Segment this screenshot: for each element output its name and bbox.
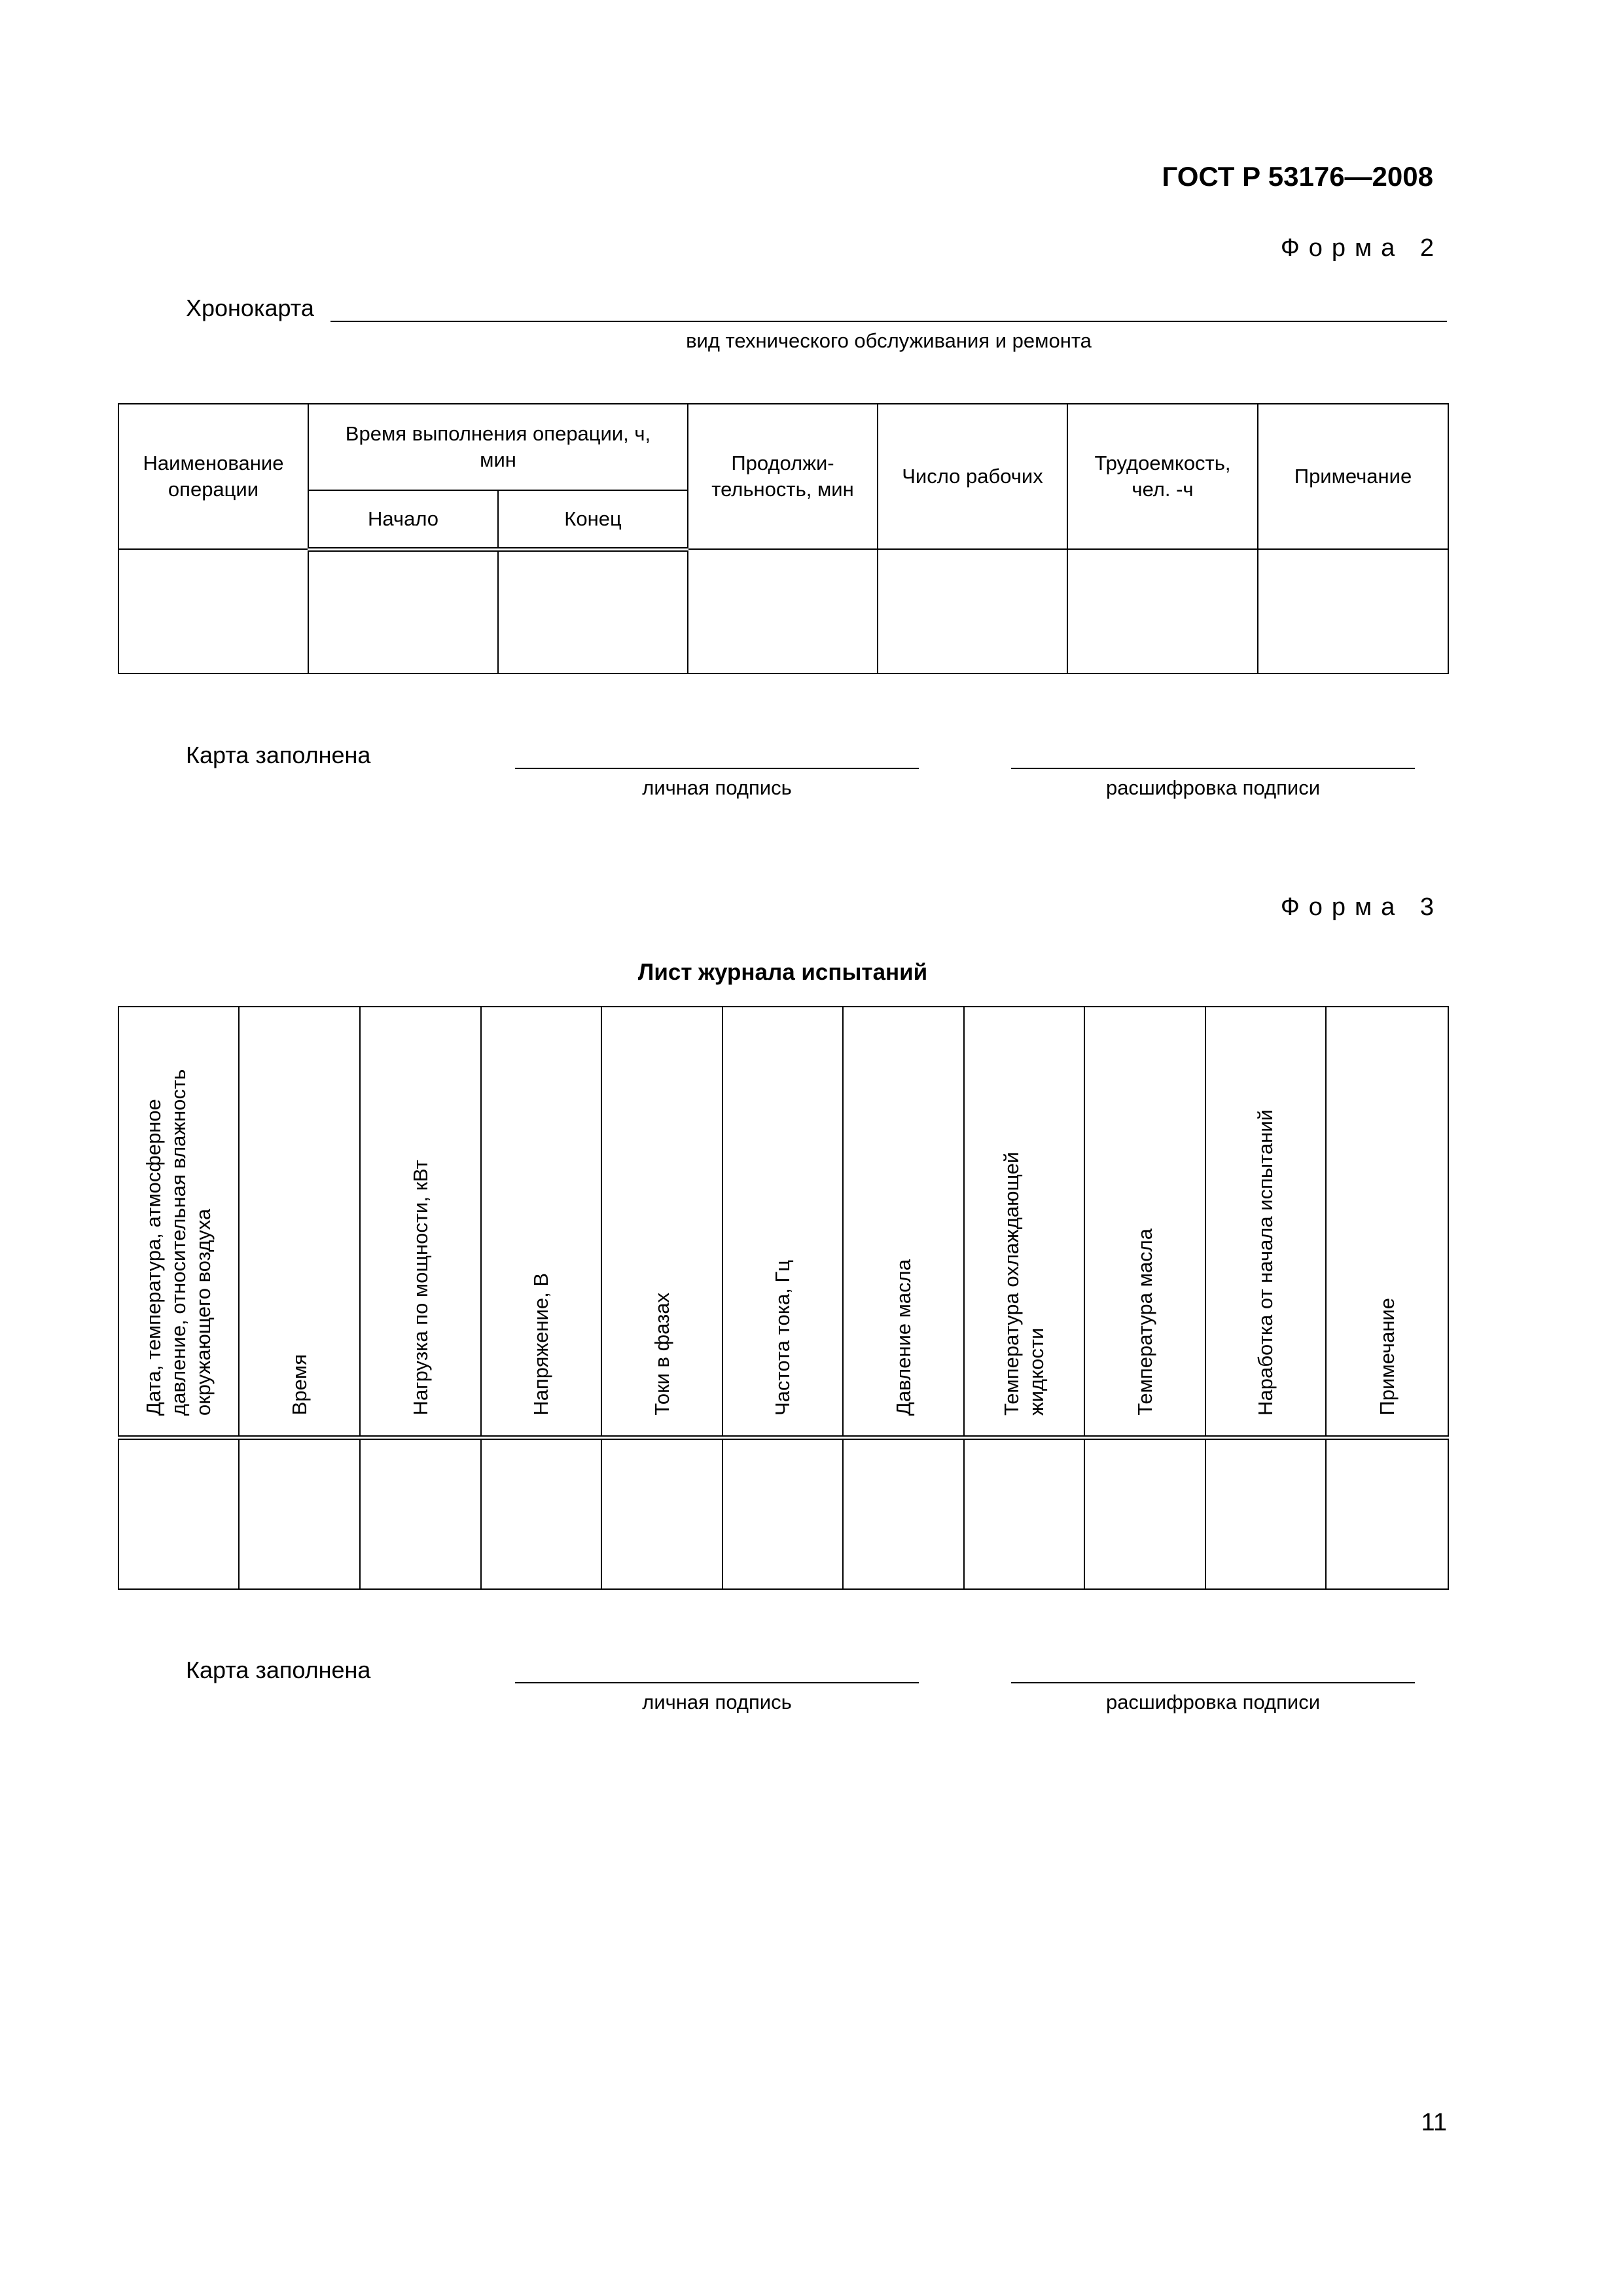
form2-decoding-line [1011,768,1415,769]
col-header-runtime: Наработка от начала испытаний [1205,1007,1326,1437]
khronokarta-label: Хронокарта [186,295,314,321]
col-header-oil-temp: Температура масла [1084,1007,1205,1437]
col-header-voltage: Напряжение, В [481,1007,601,1437]
col-header-note: Примечание [1258,404,1448,549]
table-cell[interactable] [1258,549,1448,673]
khronokarta-line [330,321,1447,322]
form3-label: Форма 3 [1280,893,1443,921]
col-header-note: Примечание [1326,1007,1448,1437]
col-header-oil-pressure: Давление масла [843,1007,964,1437]
table-cell[interactable] [1205,1437,1326,1589]
col-header-load: Нагрузка по мощности, кВт [360,1007,481,1437]
table-cell[interactable] [1326,1437,1448,1589]
form2-signature-caption: личная подпись [642,776,792,799]
table-cell[interactable] [1067,549,1258,673]
table-cell[interactable] [722,1437,843,1589]
col-header-start: Начало [308,490,498,549]
table-cell[interactable] [118,549,308,673]
standard-header: ГОСТ Р 53176—2008 [1162,161,1433,192]
form3-decoding-line [1011,1682,1415,1683]
form3-decoding-caption: расшифровка подписи [1105,1691,1321,1713]
table-row [118,1437,1448,1589]
col-header-coolant-temp: Температура охлаждающей жидкости [964,1007,1084,1437]
table-cell[interactable] [360,1437,481,1589]
form3-signature-caption: личная подпись [642,1691,792,1713]
table-cell[interactable] [481,1437,601,1589]
col-header-frequency: Частота тока, Гц [722,1007,843,1437]
form2-decoding-caption: расшифровка подписи [1105,776,1321,799]
table-cell[interactable] [964,1437,1084,1589]
form3-filled-label: Карта заполнена [186,1657,371,1683]
test-log-table [118,1006,1449,1590]
col-header-phase-currents: Токи в фазах [601,1007,722,1437]
khronokarta-caption: вид технического обслуживания и ремонта [686,329,1092,352]
col-header-duration: Продолжи-тельность, мин [688,404,878,549]
col-header-labor: Трудоемкость, чел. -ч [1067,404,1258,549]
table-cell[interactable] [688,549,878,673]
form2-signature-line [515,768,919,769]
table-cell[interactable] [878,549,1067,673]
col-header-operation: Наименование операции [118,404,308,549]
table-cell[interactable] [1084,1437,1205,1589]
chronocard-table [118,403,1449,674]
table-cell[interactable] [601,1437,722,1589]
page-number: 11 [1421,2109,1447,2136]
table-cell[interactable] [239,1437,360,1589]
table-cell[interactable] [308,549,498,673]
form3-signature-line [515,1682,919,1683]
table-row [118,549,1448,673]
col-header-time: Время [239,1007,360,1437]
table-cell[interactable] [843,1437,964,1589]
col-header-conditions: Дата, температура, атмосферное давление, относительная влажность окружающего воздуха [118,1007,239,1437]
form3-title: Лист журнала испытаний [637,960,928,985]
col-header-end: Конец [498,490,688,549]
form2-filled-label: Карта заполнена [186,742,371,768]
table-cell[interactable] [118,1437,239,1589]
col-header-time-group: Время выполнения операции, ч, мин [308,404,688,490]
form2-label: Форма 2 [1280,234,1443,262]
col-header-workers: Число рабочих [878,404,1067,549]
table-cell[interactable] [498,549,688,673]
